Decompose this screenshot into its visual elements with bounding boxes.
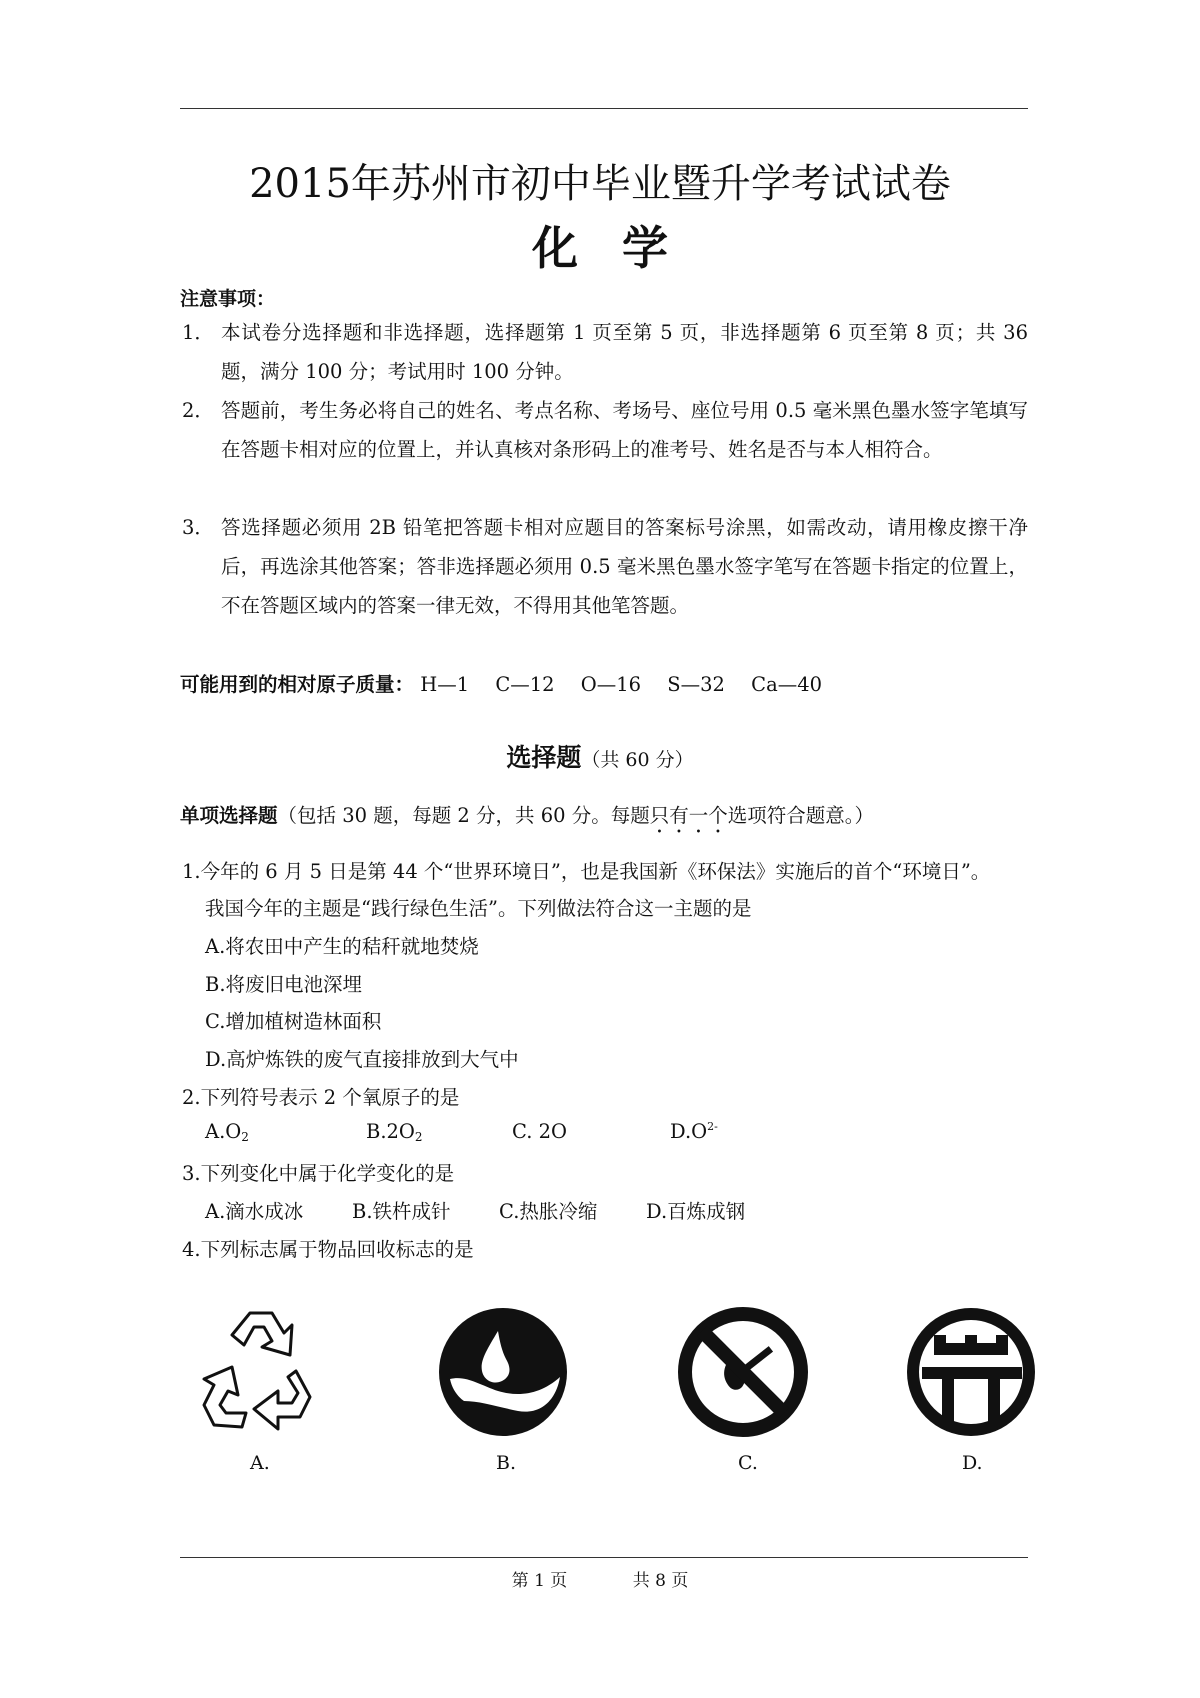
formula-superscript: 2-: [707, 1120, 718, 1133]
question-1-stem-cont: 我国今年的主题是“践行绿色生活”。下列做法符合这一主题的是: [205, 897, 752, 920]
single-choice-desc: （包括 30 题，每题 2 分，共 60 分。每题: [277, 804, 650, 827]
formula-text: D.O: [670, 1120, 708, 1143]
emphasis-text: 只有一个: [649, 804, 728, 827]
note-text: 答选择题必须用 2B 铅笔把答题卡相对应题目的答案标号涂黑，如需改动，请用橡皮擦干净后，再选涂其他答案；答非选择题必须用 0.5 毫米黑色墨水签字笔写在答题卡指定的位置上，不在答题区域内的答案一律无效，不得用其他笔答题。: [221, 516, 1028, 617]
atomic-mass-value: C—12: [495, 673, 555, 696]
single-choice-instructions: [180, 800, 874, 838]
page-number: 第 1 页: [511, 1571, 568, 1591]
formula-text: B.2O: [366, 1120, 415, 1143]
question-3-option-c: C.热胀冷缩: [499, 1200, 598, 1223]
note-number: 1．: [182, 321, 214, 344]
option-label-d: D.: [962, 1452, 983, 1474]
question-3-stem: 3.下列变化中属于化学变化的是: [182, 1162, 455, 1185]
notes-heading: 注意事项：: [180, 288, 276, 310]
note-text: 本试卷分选择题和非选择题，选择题第 1 页至第 5 页，非选择题第 6 页至第 8 页；共 36 题，满分 100 分；考试用时 100 分钟。: [221, 321, 1028, 383]
section-title: 选择题: [506, 743, 582, 772]
option-label-b: B.: [496, 1452, 517, 1474]
option-label-c: C.: [738, 1452, 758, 1474]
atomic-mass-value: Ca—40: [751, 673, 823, 696]
question-3-option-b: B.铁杵成针: [352, 1200, 451, 1223]
atomic-mass-value: O—16: [580, 673, 642, 696]
exam-title: 2015年苏州市初中毕业暨升学考试试卷: [249, 161, 951, 207]
atomic-mass-value: S—32: [667, 673, 725, 696]
atomic-mass-label: 可能用到的相对原子质量：: [180, 673, 415, 696]
page-footer: [0, 1566, 1200, 1591]
no-fire-icon: [676, 1305, 811, 1440]
option-label-a: A.: [250, 1452, 270, 1474]
bottom-rule: [180, 1557, 1028, 1558]
question-1-stem: 1.今年的 6 月 5 日是第 44 个“世界环境日”，也是我国新《环保法》实施后的首个“环境日”。: [182, 860, 991, 883]
question-2-option-d: [670, 1120, 718, 1143]
section-note: （共 60 分）: [581, 749, 694, 771]
formula-subscript: 2: [241, 1130, 249, 1144]
formula-text: A.O: [205, 1120, 242, 1143]
note-text: 答题前，考生务必将自己的姓名、考点名称、考场号、座位号用 0.5 毫米黑色墨水签字笔填写在答题卡相对应的位置上，并认真核对条形码上的准考号、姓名是否与本人相符合。: [221, 399, 1028, 461]
question-1-option-a: A.将农田中产生的秸秆就地焚烧: [205, 935, 479, 958]
single-choice-label: 单项选择题: [180, 804, 278, 827]
question-1-option-b: B.将废旧电池深埋: [205, 973, 363, 996]
question-2-option-a: [205, 1120, 249, 1144]
subject-title: 化学: [532, 221, 712, 275]
question-3-option-d: D.百炼成钢: [646, 1200, 746, 1223]
question-2-option-c: [512, 1120, 567, 1143]
note-number: 3．: [182, 516, 214, 539]
page-total: 共 8 页: [632, 1571, 689, 1591]
question-4-stem: 4.下列标志属于物品回收标志的是: [182, 1238, 474, 1261]
note-item: [182, 391, 1028, 469]
question-1-option-c: C.增加植树造林面积: [205, 1010, 382, 1033]
question-2-option-b: [366, 1120, 423, 1144]
formula-text: C. 2O: [512, 1120, 568, 1143]
building-emblem-icon: [904, 1305, 1039, 1440]
section-heading: [0, 738, 1200, 774]
question-2-stem: 2.下列符号表示 2 个氧原子的是: [182, 1086, 460, 1109]
atomic-mass-line: [180, 669, 842, 697]
note-item: [182, 508, 1028, 625]
single-choice-desc-end: 选项符合题意。）: [727, 804, 875, 827]
note-number: 2．: [182, 399, 214, 422]
recycle-icon: [192, 1305, 327, 1440]
top-rule: [180, 108, 1028, 109]
question-1-option-d: D.高炉炼铁的废气直接排放到大气中: [205, 1048, 519, 1071]
atomic-mass-value: H—1: [420, 673, 470, 696]
water-saving-icon: [436, 1305, 571, 1440]
formula-subscript: 2: [414, 1130, 423, 1144]
question-3-option-a: A.滴水成冰: [205, 1200, 304, 1223]
note-item: [182, 313, 1028, 391]
